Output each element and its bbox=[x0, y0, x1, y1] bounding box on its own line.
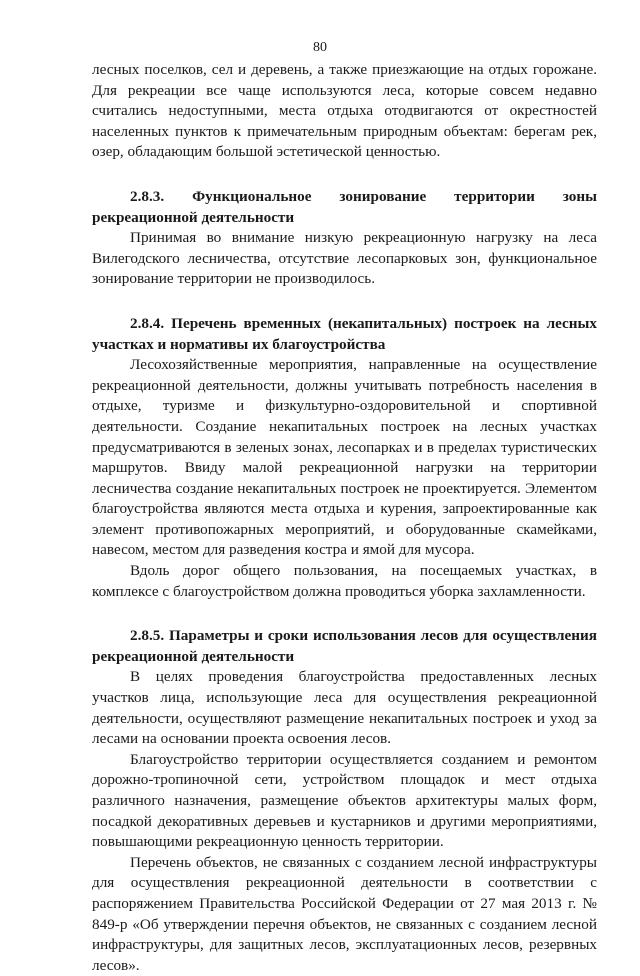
body-paragraph: Перечень объектов, не связанных с созданием лесной инфраструктуры для осуществления рекреационной деятельности в соответствии с распоряжением Правительства Российской Федерации от 27 мая 2013 г. № 849-р «Об утверждении перечня объектов, не связанных с созданием лесной инфраструктуры, для защитных лесов, эксплуатационных лесов, резервных лесов». bbox=[92, 853, 597, 974]
section-heading-line: рекреационной деятельности bbox=[92, 208, 295, 226]
section-heading-line: 2.8.5. Параметры и сроки использования лесов для осуществления bbox=[130, 627, 597, 645]
section-heading-line: 2.8.4. Перечень временных (некапитальных) построек на лесных bbox=[130, 314, 597, 332]
section-2-8-4 bbox=[92, 314, 597, 602]
section-heading-line: 2.8.3. Функциональное зонирование территории зоны bbox=[130, 187, 597, 205]
intro-paragraph: лесных поселков, сел и деревень, а также приезжающие на отдых горожане. Для рекреации все чаще используются леса, которые совсем недавно считались недоступными, места отдыха отодвигаются от окрестностей населенных пунктов к примечательным природным объектам: берегам рек, озер, обладающим большой эстетической ценностью. bbox=[92, 61, 597, 161]
section-2-8-3 bbox=[92, 187, 597, 290]
body-paragraph: Вдоль дорог общего пользования, на посещаемых участках, в комплексе с благоустройством должна проводиться уборка захламленности. bbox=[92, 562, 597, 600]
section-2-8-5 bbox=[92, 626, 597, 976]
page-body bbox=[92, 60, 597, 976]
body-paragraph: Лесохозяйственные мероприятия, направленные на осуществление рекреационной деятельности, должны учитывать потребность населения в отдыхе, туризме и физкультурно-оздоровительной и спортивной деятельности. Создание некапитальных построек на лесных участках предусматриваются в зеленых зонах, лесопарках и в пределах туристических маршрутов. Ввиду малой рекреационной нагрузки на территории лесничества создание некапитальных построек не проектируется. Элементом благоустройства являются места отдыха и курения, запроектированные как элемент противопожарных мероприятий, и оборудованные скамейками, навесом, местом для разведения костра и ямой для мусора. bbox=[92, 356, 597, 559]
body-paragraph: Благоустройство территории осуществляется созданием и ремонтом дорожно-тропиночной сети, устройством площадок и мест отдыха различного назначения, размещение объектов архитектуры малых форм, посадкой декоративных деревьев и кустарников и другими мероприятиями, повышающими рекреационную ценность территории. bbox=[92, 750, 597, 851]
body-paragraph: Принимая во внимание низкую рекреационную нагрузку на леса Вилегодского лесничества, отсутствие лесопарковых зон, функциональное зонирование территории не производилось. bbox=[92, 229, 597, 288]
section-heading-line: участках и нормативы их благоустройства bbox=[92, 335, 386, 353]
section-heading-line: рекреационной деятельности bbox=[92, 647, 295, 665]
page-number: 80 bbox=[313, 40, 327, 55]
body-paragraph: В целях проведения благоустройства предоставленных лесных участков лица, использующие леса для осуществления рекреационной деятельности, осуществляют размещение некапитальных построек и уход за лесами на основании проекта освоения лесов. bbox=[92, 668, 597, 748]
